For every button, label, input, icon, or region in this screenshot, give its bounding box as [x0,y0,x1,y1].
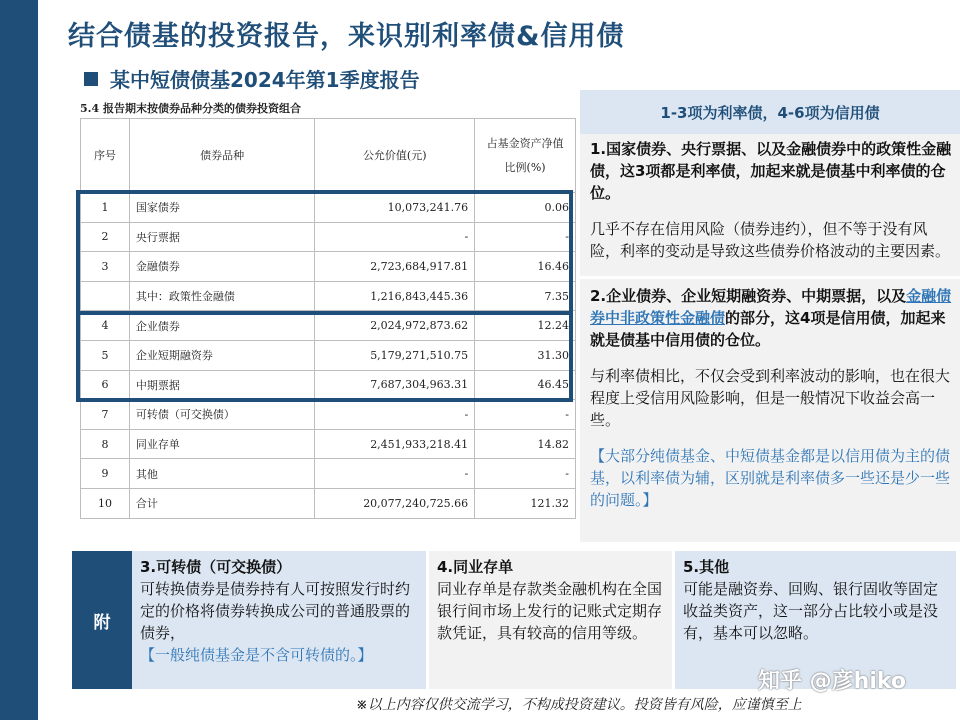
col-header-ratio: 占基金资产净值比例(%) [475,119,576,193]
cell-value: 2,024,972,873.62 [315,311,475,341]
panel-body [580,134,960,511]
explanation-panel [580,90,960,542]
cell-no: 9 [81,459,130,489]
cell-type: 金融债券 [129,252,314,282]
credit-bond-point-text: 2.企业债券、企业短期融资券、中期票据，以及 [590,287,907,305]
left-accent-bar [0,0,38,720]
appendix-convertible-bond [132,551,426,689]
cell-type: 同业存单 [129,429,314,459]
table-row [81,429,576,459]
cell-ratio: 12.24 [475,311,576,341]
cell-type: 可转债（可交换债） [129,400,314,430]
cell-no: 1 [81,193,130,223]
rate-bond-point: 1.国家债券、央行票据、以及金融债券中的政策性金融债，这3项都是利率债，加起来就是债基中利率债的仓位。 [590,140,952,202]
appendix-item-text: 可能是融资券、回购、银行固收等固定收益类资产，这一部分占比较小或是没有，基本可以忽略。 [683,580,939,642]
cell-ratio: - [475,222,576,252]
cell-type: 央行票据 [129,222,314,252]
cell-ratio: 46.45 [475,370,576,400]
table-row [81,281,576,311]
credit-bond-point-text-end: 的部分，这4项是信用债，加起来就是债基中信用债的仓位。 [590,309,946,349]
cell-ratio: 7.35 [475,281,576,311]
panel-divider [580,276,960,279]
cell-ratio: 31.30 [475,340,576,370]
appendix-item-note: 【一般纯债基金是不含可转债的。】 [140,646,373,664]
cell-type: 合计 [129,488,314,518]
table-row [81,193,576,223]
table-row [81,340,576,370]
cell-value: 1,216,843,445.36 [315,281,475,311]
non-policy-financial-bond-link: 金融债券中非政策性金融债 [590,287,952,327]
cell-ratio: - [475,400,576,430]
appendix-item-title: 5.其他 [683,558,730,576]
cell-type: 国家债券 [129,193,314,223]
appendix-item-title: 3.可转债（可交换债） [140,558,292,576]
cell-type: 企业债券 [129,311,314,341]
appendix-item-text: 同业存单是存款类金融机构在全国银行间市场上发行的记账式定期存款凭证，具有较高的信用等级。 [437,580,663,642]
col-header-value: 公允价值(元) [315,119,475,193]
page-title: 结合债基的投资报告，来识别利率债&信用债 [68,21,625,52]
table-row [81,222,576,252]
subtitle-text: 某中短债债基2024年第1季度报告 [110,68,420,92]
panel-header: 1-3项为利率债，4-6项为信用债 [580,90,960,134]
credit-bond-risk-note: 与利率债相比，不仅会受到利率波动的影响，也在很大程度上受信用风险影响，但是一般情况下收益会高一些。 [590,367,951,429]
cell-value: - [315,400,475,430]
cell-no: 2 [81,222,130,252]
table-row [81,400,576,430]
cell-value: 5,179,271,510.75 [315,340,475,370]
cell-ratio: 14.82 [475,429,576,459]
cell-ratio: 0.06 [475,193,576,223]
cell-type: 中期票据 [129,370,314,400]
cell-value: 10,073,241.76 [315,193,475,223]
table-row [81,488,576,518]
square-bullet-icon [84,72,98,86]
credit-bond-point [590,285,952,351]
cell-type: 企业短期融资券 [129,340,314,370]
page-subtitle [84,64,420,93]
appendix-item-text: 可转换债券是债券持有人可按照发行时约定的价格将债券转换成公司的普通股票的债券， [140,580,411,642]
bond-portfolio-table [80,118,576,519]
cell-no: 4 [81,311,130,341]
cell-value: - [315,222,475,252]
appendix-item-title: 4.同业存单 [437,558,514,576]
col-header-no: 序号 [81,119,130,193]
cell-type: 其他 [129,459,314,489]
summary-note: 【大部分纯债基金、中短债基金都是以信用债为主的债基，以利率债为辅，区别就是利率债多一些还是少一些的问题。】 [590,447,951,509]
cell-no: 3 [81,252,130,282]
cell-no: 6 [81,370,130,400]
appendix-ncd [426,551,672,689]
appendix-tag: 附 [72,551,132,689]
table-row [81,311,576,341]
cell-ratio: 16.46 [475,252,576,282]
rate-bond-risk-note: 几乎不存在信用风险（债券违约），但不等于没有风险，利率的变动是导致这些债券价格波动的主要因素。 [590,220,951,260]
cell-ratio: 121.32 [475,488,576,518]
cell-value: 20,077,240,725.66 [315,488,475,518]
cell-no: 8 [81,429,130,459]
col-header-type: 债券品种 [129,119,314,193]
disclaimer: ※以上内容仅供交流学习，不构成投资建议。投资皆有风险，应谨慎至上 [356,697,802,713]
cell-value: 2,723,684,917.81 [315,252,475,282]
table-row [81,252,576,282]
table-row [81,370,576,400]
cell-value: 2,451,933,218.41 [315,429,475,459]
cell-no [81,281,130,311]
table-caption: 5.4 报告期末按债券品种分类的债券投资组合 [80,102,301,115]
author-watermark: 知乎 @彦hiko [758,669,907,694]
cell-value: - [315,459,475,489]
cell-value: 7,687,304,963.31 [315,370,475,400]
cell-no: 10 [81,488,130,518]
cell-ratio: - [475,459,576,489]
table-row [81,459,576,489]
cell-no: 7 [81,400,130,430]
table-header-row [81,119,576,193]
cell-type: 其中：政策性金融债 [129,281,314,311]
cell-no: 5 [81,340,130,370]
